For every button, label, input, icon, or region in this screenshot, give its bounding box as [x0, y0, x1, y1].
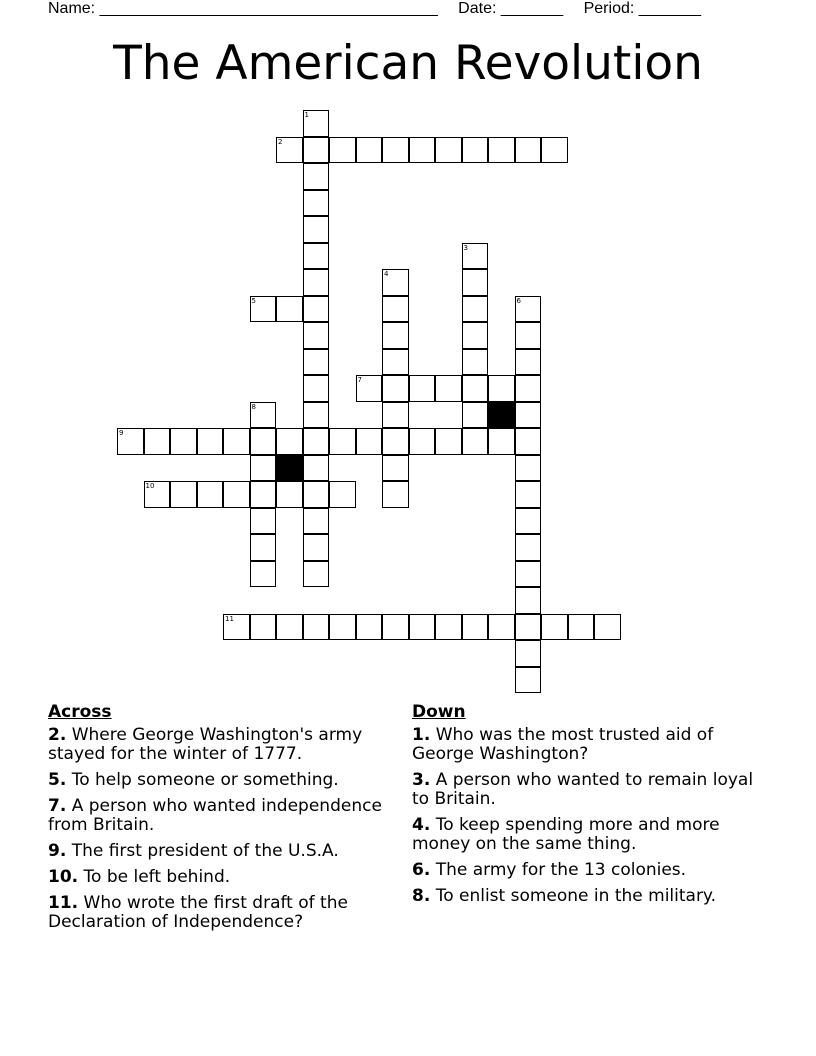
cell-number: 6 [516, 296, 521, 305]
grid-cell[interactable] [276, 137, 303, 164]
grid-cell[interactable] [382, 428, 409, 455]
clue-number: 7. [48, 796, 67, 816]
grid-cell[interactable] [462, 375, 489, 402]
grid-cell[interactable] [409, 375, 436, 402]
grid-cell[interactable] [409, 614, 436, 641]
grid-cell[interactable] [329, 614, 356, 641]
clue-text: Who wrote the first draft of the Declaration of Independence? [48, 893, 348, 932]
grid-cell[interactable] [250, 614, 277, 641]
grid-cell[interactable] [435, 614, 462, 641]
grid-cell[interactable] [329, 428, 356, 455]
grid-cell[interactable] [541, 137, 568, 164]
clue-text: The army for the 13 colonies. [435, 860, 687, 880]
cell-number: 8 [251, 402, 256, 411]
grid-cell[interactable] [382, 349, 409, 376]
date-field[interactable]: Date: _______ [458, 0, 564, 17]
grid-cell[interactable] [303, 508, 330, 535]
grid-cell[interactable] [329, 481, 356, 508]
clue-number: 5. [48, 770, 67, 790]
grid-cell[interactable] [515, 667, 542, 694]
clue-number: 11. [48, 893, 79, 913]
grid-cell[interactable] [250, 508, 277, 535]
down-clue [412, 861, 762, 880]
grid-cell[interactable] [462, 322, 489, 349]
grid-cell[interactable] [382, 614, 409, 641]
grid-cell[interactable] [303, 137, 330, 164]
down-clues [412, 702, 762, 913]
cell-number: 10 [145, 482, 155, 490]
grid-cell[interactable] [462, 243, 489, 270]
down-clue [412, 726, 762, 764]
cell-number: 9 [119, 429, 124, 437]
grid-cell[interactable] [250, 296, 277, 323]
grid-cell[interactable] [250, 481, 277, 508]
clue-number: 6. [412, 860, 431, 880]
grid-cell[interactable] [515, 481, 542, 508]
clue-number: 8. [412, 886, 431, 906]
across-clue [48, 726, 398, 764]
grid-cell[interactable] [435, 375, 462, 402]
grid-cell[interactable] [250, 428, 277, 455]
clue-text: A person who wanted to remain loyal to Britain. [412, 770, 754, 809]
grid-cell[interactable] [515, 587, 542, 614]
across-clue [48, 771, 398, 790]
cell-number: 11 [225, 614, 234, 623]
grid-cell[interactable] [356, 614, 383, 641]
grid-cell[interactable] [382, 455, 409, 482]
clue-number: 3. [412, 770, 431, 790]
grid-cell[interactable] [276, 296, 303, 323]
grid-cell[interactable] [303, 190, 330, 217]
grid-cell[interactable] [276, 481, 303, 508]
cell-number: 1 [304, 111, 309, 119]
grid-cell[interactable] [515, 428, 542, 455]
grid-cell[interactable] [303, 614, 330, 641]
grid-cell[interactable] [488, 614, 515, 641]
grid-cell[interactable] [462, 296, 489, 323]
grid-cell[interactable] [515, 296, 542, 323]
grid-cell[interactable] [382, 375, 409, 402]
grid-cell[interactable] [303, 322, 330, 349]
grid-cell[interactable] [409, 137, 436, 164]
grid-cell[interactable] [303, 402, 330, 429]
clue-text: To enlist someone in the military. [435, 886, 716, 906]
grid-cell[interactable] [303, 163, 330, 190]
clue-text: To be left behind. [83, 867, 231, 887]
period-field[interactable]: Period: _______ [583, 0, 702, 17]
grid-cell[interactable] [117, 428, 144, 455]
grid-cell[interactable] [303, 110, 330, 137]
grid-cell[interactable] [462, 349, 489, 376]
grid-cell[interactable] [382, 322, 409, 349]
grid-cell[interactable] [515, 534, 542, 561]
grid-cell[interactable] [515, 402, 542, 429]
grid-cell[interactable] [303, 481, 330, 508]
grid-cell[interactable] [303, 269, 330, 296]
grid-cell[interactable] [382, 269, 409, 296]
clue-text: To help someone or something. [71, 770, 339, 790]
grid-cell[interactable] [276, 428, 303, 455]
across-clues [48, 702, 398, 939]
grid-cell[interactable] [303, 561, 330, 588]
across-clue [48, 842, 398, 861]
grid-cell[interactable] [515, 455, 542, 482]
grid-cell[interactable] [382, 137, 409, 164]
grid-cell[interactable] [250, 455, 277, 482]
grid-cell[interactable] [515, 640, 542, 667]
clue-text: Who was the most trusted aid of George Washington? [412, 725, 714, 764]
grid-cell[interactable] [515, 508, 542, 535]
grid-cell[interactable] [515, 137, 542, 164]
cell-number: 2 [278, 137, 283, 146]
grid-cell[interactable] [488, 375, 515, 402]
grid-cell[interactable] [144, 428, 171, 455]
grid-cell[interactable] [382, 296, 409, 323]
grid-cell[interactable] [170, 481, 197, 508]
clue-text: Where George Washington's army stayed for the winter of 1777. [48, 725, 363, 764]
grid-cell[interactable] [223, 428, 250, 455]
grid-cell[interactable] [197, 428, 224, 455]
clue-number: 4. [412, 815, 431, 835]
clue-text: A person who wanted independence from Britain. [48, 796, 382, 835]
grid-cell[interactable] [303, 534, 330, 561]
across-heading: Across [48, 702, 112, 722]
down-clue [412, 771, 762, 809]
across-clue [48, 797, 398, 835]
grid-cell[interactable] [382, 402, 409, 429]
grid-cell[interactable] [568, 614, 595, 641]
grid-cell[interactable] [488, 428, 515, 455]
grid-cell[interactable] [382, 481, 409, 508]
cell-number: 5 [251, 296, 256, 305]
grid-cell[interactable] [515, 614, 542, 641]
grid-cell[interactable] [488, 137, 515, 164]
clue-number: 9. [48, 841, 67, 861]
page-title: The American Revolution [113, 36, 703, 91]
grid-cell[interactable] [303, 243, 330, 270]
grid-cell[interactable] [594, 614, 621, 641]
grid-cell[interactable] [329, 137, 356, 164]
clue-number: 2. [48, 725, 67, 745]
grid-cell[interactable] [223, 481, 250, 508]
grid-cell[interactable] [462, 402, 489, 429]
grid-cell[interactable] [303, 455, 330, 482]
grid-cell[interactable] [541, 614, 568, 641]
black-square [488, 402, 515, 429]
grid-cell[interactable] [515, 561, 542, 588]
grid-cell[interactable] [250, 534, 277, 561]
clue-number: 10. [48, 867, 79, 887]
cell-number: 3 [463, 243, 468, 252]
name-field[interactable]: Name: ______________________________________ [48, 0, 438, 17]
grid-cell[interactable] [409, 428, 436, 455]
grid-cell[interactable] [303, 349, 330, 376]
grid-cell[interactable] [356, 137, 383, 164]
grid-cell[interactable] [356, 428, 383, 455]
grid-cell[interactable] [303, 216, 330, 243]
clue-text: To keep spending more and more money on the same thing. [412, 815, 720, 854]
clue-text: The first president of the U.S.A. [71, 841, 339, 861]
grid-cell[interactable] [515, 349, 542, 376]
grid-cell[interactable] [462, 269, 489, 296]
grid-cell[interactable] [435, 428, 462, 455]
cell-number: 4 [384, 270, 389, 278]
grid-cell[interactable] [303, 296, 330, 323]
grid-cell[interactable] [515, 375, 542, 402]
grid-cell[interactable] [356, 375, 383, 402]
across-clue [48, 868, 398, 887]
clue-number: 1. [412, 725, 431, 745]
grid-cell[interactable] [515, 322, 542, 349]
grid-cell[interactable] [303, 428, 330, 455]
grid-cell[interactable] [276, 614, 303, 641]
grid-cell[interactable] [250, 402, 277, 429]
grid-cell[interactable] [462, 614, 489, 641]
grid-cell[interactable] [250, 561, 277, 588]
down-clue [412, 816, 762, 854]
grid-cell[interactable] [170, 428, 197, 455]
grid-cell[interactable] [435, 137, 462, 164]
grid-cell[interactable] [223, 614, 250, 641]
cell-number: 7 [357, 376, 362, 384]
grid-cell[interactable] [144, 481, 171, 508]
down-heading: Down [412, 702, 466, 722]
across-clue [48, 894, 398, 932]
grid-cell[interactable] [462, 137, 489, 164]
black-square [276, 455, 303, 482]
down-clue [412, 887, 762, 906]
grid-cell[interactable] [197, 481, 224, 508]
grid-cell[interactable] [303, 375, 330, 402]
grid-cell[interactable] [462, 428, 489, 455]
